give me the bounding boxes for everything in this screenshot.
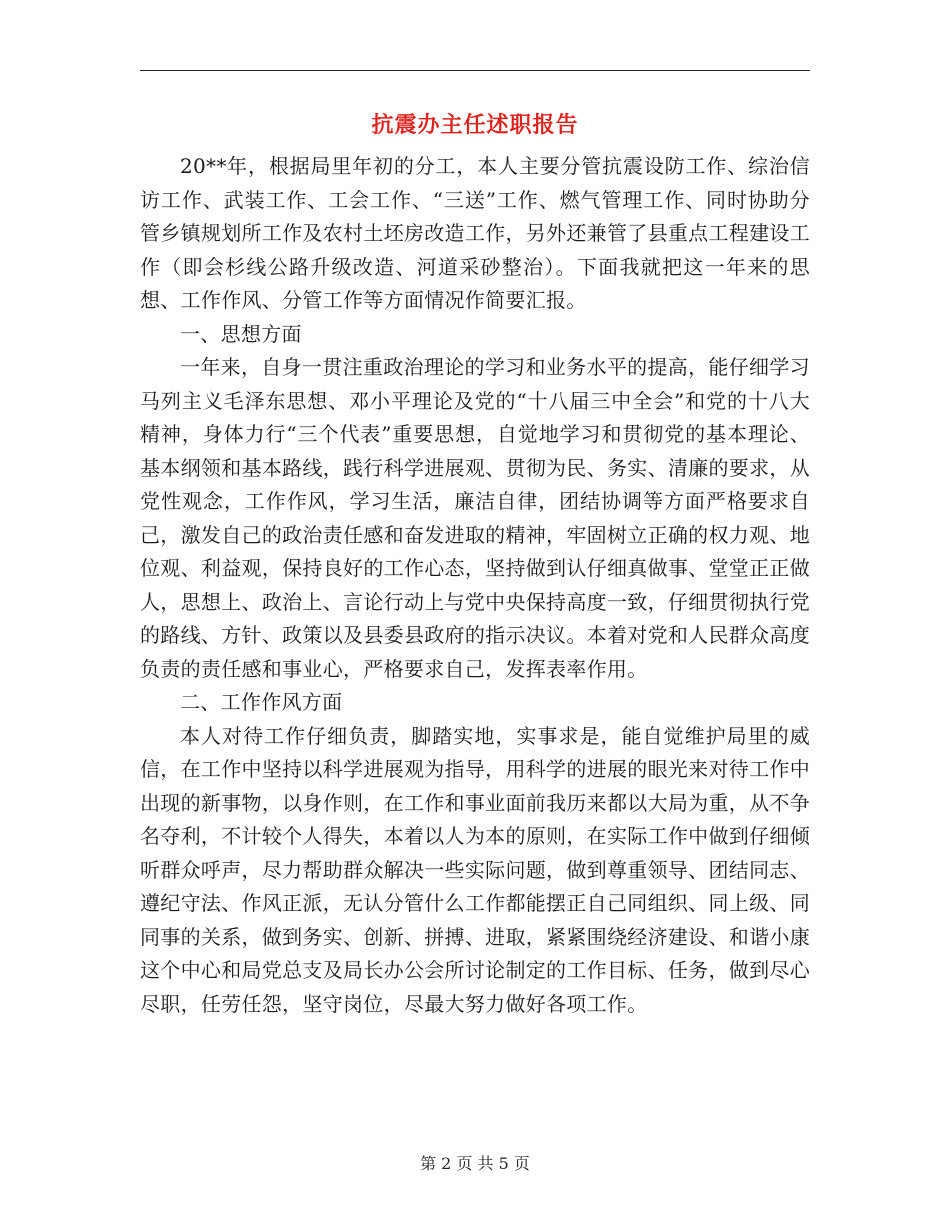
paragraph-intro: 20**年，根据局里年初的分工，本人主要分管抗震设防工作、综治信访工作、武装工作、工会工作、“三送”工作、燃气管理工作、同时协助分管乡镇规划所工作及农村土坯房改造工作，另外还兼管了县重点工程建设工作（即会杉线公路升级改造、河道采砂整治）。下面我就把这一年来的思想、工作作风、分管工作等方面情况作简要汇报。	[140, 154, 810, 312]
document-title: 抗震办主任述职报告	[371, 112, 579, 138]
document-body	[140, 150, 810, 1021]
section-heading-thought: 一、思想方面	[180, 321, 302, 346]
header-rule	[140, 70, 810, 71]
paragraph-thought: 一年来，自身一贯注重政治理论的学习和业务水平的提高，能仔细学习马列主义毛泽东思想、邓小平理论及党的“十八届三中全会”和党的十八大精神，身体力行“三个代表”重要思想，自觉地学习和贯彻党的基本理论、基本纲领和基本路线，践行科学进展观、贯彻为民、务实、清廉的要求，从党性观念，工作作风，学习生活，廉洁自律，团结协调等方面严格要求自己，激发自己的政治责任感和奋发进取的精神，牢固树立正确的权力观、地位观、利益观，保持良好的工作心态，坚持做到认仔细真做事、堂堂正正做人，思想上、政治上、言论行动上与党中央保持高度一致，仔细贯彻执行党的路线、方针、政策以及县委县政府的指示决议。本着对党和人民群众高度负责的责任感和事业心，严格要求自己，发挥表率作用。	[140, 355, 810, 681]
paragraph-work-style: 本人对待工作仔细负责，脚踏实地，实事求是，能自觉维护局里的威信，在工作中坚持以科学进展观为指导，用科学的进展的眼光来对待工作中出现的新事物，以身作则，在工作和事业面前我历来都以大局为重，从不争名夺利，不计较个人得失，本着以人为本的原则，在实际工作中做到仔细倾听群众呼声，尽力帮助群众解决一些实际问题，做到尊重领导、团结同志、遵纪守法、作风正派，无认分管什么工作都能摆正自己同组织、同上级、同同事的关系，做到务实、创新、拼搏、进取，紧紧围绕经济建设、和谐小康这个中心和局党总支及局长办公会所讨论制定的工作目标、任务，做到尽心尽职，任劳任怨，坚守岗位，尽最大努力做好各项工作。	[140, 723, 810, 1016]
section-heading-work-style: 二、工作作风方面	[180, 690, 343, 714]
page-number: 第 2 页 共 5 页	[420, 1154, 530, 1173]
